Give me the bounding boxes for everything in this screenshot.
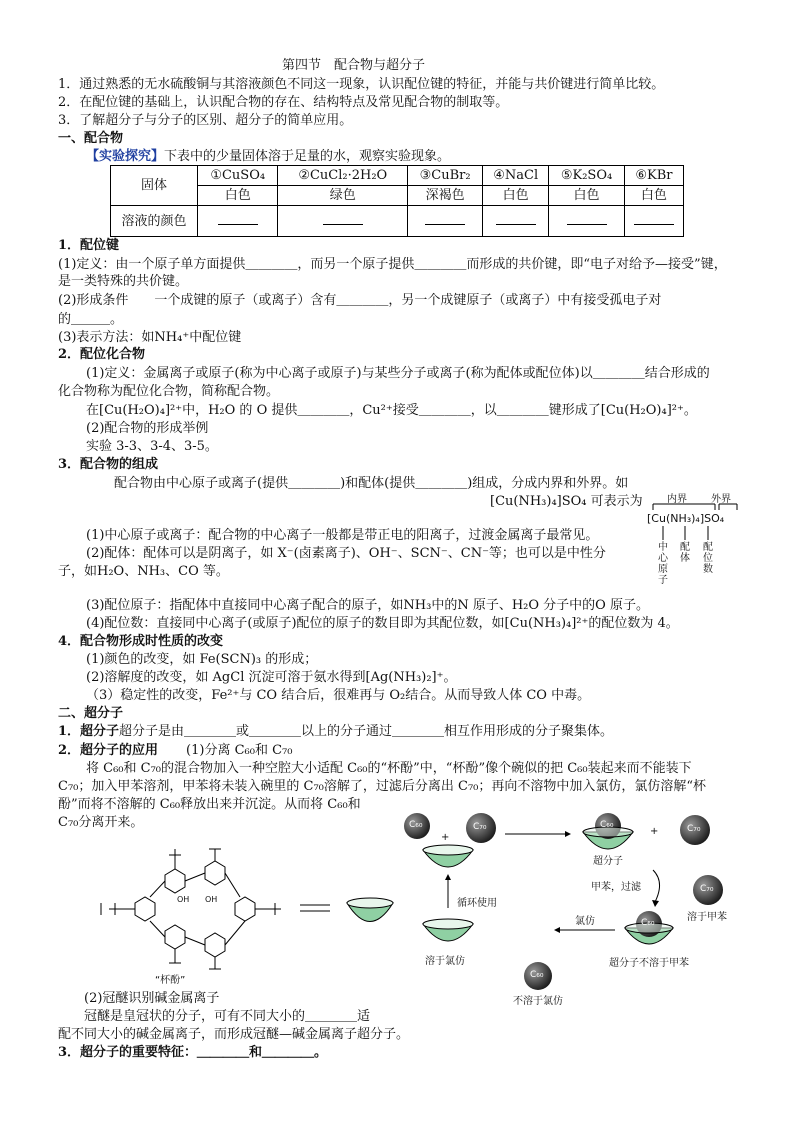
experiment-tag: 【实验探究】 xyxy=(86,149,165,164)
table-cell-color: 深褐色 xyxy=(408,186,483,206)
insoluble-chloroform-label: 不溶于氯仿 xyxy=(513,996,563,1007)
inner-sphere-label: 内界 xyxy=(667,494,687,505)
table-row-label-solution: 溶液的颜色 xyxy=(111,206,198,237)
text-line: 实验 3-3、3-4、3-5。 xyxy=(86,439,218,454)
table-cell-formula: ③CuBr₂ xyxy=(408,166,483,186)
outer-sphere-label: 外界 xyxy=(711,494,731,505)
text-line: 配不同大小的碱金属离子，而形成冠醚—碱金属离子超分子。 xyxy=(58,1027,410,1042)
table-answer-blank[interactable] xyxy=(278,206,408,237)
table-cell-color: 白色 xyxy=(549,186,625,206)
supramolecule-label: 超分子 xyxy=(593,856,623,867)
text-line: 在[Cu(H₂O)₄]²⁺中，H₂O 的 O 提供＿＿＿＿，Cu²⁺接受＿＿＿＿，以＿＿＿＿键形成了[Cu(H₂O)₄]²⁺。 xyxy=(86,403,697,418)
supramolecule-application: 2．超分子的应用 (1)分离 C₆₀和 C₇₀ xyxy=(58,743,293,758)
chloroform-label: 氯仿 xyxy=(575,916,595,927)
table-cell-formula: ①CuSO₄ xyxy=(198,166,278,186)
experiment-table xyxy=(110,165,684,237)
oh-group-label: OH xyxy=(177,895,190,904)
table-cell-formula: ④NaCl xyxy=(483,166,549,186)
insoluble-toluene-label: 超分子不溶于甲苯 xyxy=(609,958,689,969)
table-answer-blank[interactable] xyxy=(549,206,625,237)
table-cell-formula: ⑤K₂SO₄ xyxy=(549,166,625,186)
text-line: (2)配体：配体可以是阴离子，如 X⁻(卤素离子)、OH⁻、SCN⁻、CN⁻等；也可以是中性分 xyxy=(86,546,606,561)
table-cell-color: 绿色 xyxy=(278,186,408,206)
dissolve-chloroform-label: 溶于氯仿 xyxy=(425,956,465,967)
heading-property-change: 4．配合物形成时性质的改变 xyxy=(58,634,224,649)
table-answer-blank[interactable] xyxy=(408,206,483,237)
text-line: (2)配合物的形成举例 xyxy=(86,421,209,436)
goal-3: 3．了解超分子与分子的区别、超分子的简单应用。 xyxy=(58,113,353,128)
experiment-text: 下表中的少量固体溶于足量的水，观察实验现象。 xyxy=(164,149,451,164)
text-line: (2)溶解度的改变，如 AgCl 沉淀可溶于氨水得到[Ag(NH₃)₂]⁺。 xyxy=(86,670,457,685)
calixarene-figure xyxy=(95,845,395,986)
text-line: (3)配位原子：指配体中直接同中心离子配合的原子，如NH₃中的N 原子、H₂O 分子中的O 原子。 xyxy=(86,598,649,613)
c70-ball-label: C₇₀ xyxy=(687,824,701,834)
plus-sign: + xyxy=(650,826,659,837)
page-title: 第四节 配合物与超分子 xyxy=(282,58,426,73)
central-atom-label: 中心原子 xyxy=(658,542,668,586)
text-line: 配合物由中心原子或离子(提供＿＿＿＿)和配体(提供＿＿＿＿)组成，分成内界和外界。如 xyxy=(114,476,629,491)
calixarene-label: “杯酚” xyxy=(155,975,186,986)
text-line: (1)颜色的改变，如 Fe(SCN)₃ 的形成； xyxy=(86,652,318,667)
text-line: (3)表示方法：如NH₄⁺中配位键 xyxy=(58,330,242,345)
text-line: 将 C₆₀和 C₇₀的混合物加入一种空腔大小适配 C₆₀的“杯酚”中，“杯酚”像个碗似的把 C₆₀装起来而不能装下 xyxy=(86,761,692,776)
section-heading-complexes: 一、配合物 xyxy=(58,131,124,146)
text-line: 冠醚是皇冠状的分子，可有不同大小的＿＿＿＿适 xyxy=(84,1009,371,1024)
text-line: （3）稳定性的改变，Fe²⁺与 CO 结合后，很难再与 O₂结合。从而导致人体 CO 中毒。 xyxy=(86,688,591,703)
text-line: (1)定义：由一个原子单方面提供＿＿＿＿，而另一个原子提供＿＿＿＿而形成的共价键，即“电子对给予—接受”键， xyxy=(58,257,727,272)
text-line: 酚”而将不溶解的 C₆₀释放出来并沉淀。从而将 C₆₀和 xyxy=(58,797,361,812)
goal-2: 2．在配位键的基础上，认识配合物的存在、结构特点及常见配合物的制取等。 xyxy=(58,95,509,110)
table-answer-blank[interactable] xyxy=(483,206,549,237)
text-line: (2)形成条件 一个成键的原子（或离子）含有＿＿＿＿，另一个成键原子（或离子）中有接受孤电子对 xyxy=(58,293,662,308)
separation-flow-figure xyxy=(395,812,755,1010)
complex-formula: [Cu(NH₃)₄]SO₄ xyxy=(647,512,725,525)
text-line: 化合物称为配位化合物，简称配合物。 xyxy=(58,384,280,399)
c60-ball-label: C₆₀ xyxy=(641,918,655,928)
c60-ball-label: C₆₀ xyxy=(409,820,423,830)
text-line: 的＿＿＿。 xyxy=(58,312,124,327)
table-cell-formula: ②CuCl₂·2H₂O xyxy=(278,166,408,186)
experiment-intro xyxy=(86,149,450,165)
ligand-label: 配体 xyxy=(680,542,690,564)
goal-1: 1．通过熟悉的无水硫酸铜与其溶液颜色不同这一现象，认识配位键的特征，并能与共价键进行简单比较。 xyxy=(58,77,665,92)
text-line: (4)配位数：直接同中心离子(或原子)配位的原子的数目即为其配位数，如[Cu(NH₃)₄]²⁺的配位数为 4。 xyxy=(86,616,679,631)
table-answer-blank[interactable] xyxy=(624,206,683,237)
coordination-number-label: 配位数 xyxy=(703,542,713,575)
text-line: (2)冠醚识别碱金属离子 xyxy=(84,991,220,1006)
text-line: (1)定义：金属离子或原子(称为中心离子或原子)与某些分子或离子(称为配体或配位体)以＿＿＿＿结合形成的 xyxy=(86,366,710,381)
c60-ball-label: C₆₀ xyxy=(530,970,544,980)
text-line: (1)中心原子或离子：配合物的中心离子一般都是带正电的阳离子，过渡金属离子最常见。 xyxy=(86,528,599,543)
c70-ball-label: C₇₀ xyxy=(700,884,714,894)
table-answer-blank[interactable] xyxy=(198,206,278,237)
c70-ball-label: C₇₀ xyxy=(473,822,487,832)
heading-coordination-compound: 2．配位化合物 xyxy=(58,347,146,362)
complex-structure-diagram xyxy=(645,490,745,600)
table-row-label-solid: 固体 xyxy=(111,166,198,206)
supramolecule-definition: 1．超分子超分子是由＿＿＿＿或＿＿＿＿以上的分子通过＿＿＿＿相互作用形成的分子聚集体。 xyxy=(58,724,614,739)
text-line: 是一类特殊的共价键。 xyxy=(58,274,189,289)
text-line: [Cu(NH₃)₄]SO₄ 可表示为 xyxy=(490,494,643,509)
heading-coordinate-bond: 1．配位键 xyxy=(58,238,120,253)
text-line: C₇₀分离开来。 xyxy=(58,815,144,830)
c60-ball-label: C₆₀ xyxy=(600,820,614,830)
table-cell-color: 白色 xyxy=(483,186,549,206)
table-cell-color: 白色 xyxy=(624,186,683,206)
text-line: C₇₀；加入甲苯溶剂，甲苯将未装入碗里的 C₇₀溶解了，过滤后分离出 C₇₀；再向不溶物中加入氯仿，氯仿溶解“杯 xyxy=(58,779,707,794)
section-heading-supramolecule: 二、超分子 xyxy=(58,706,124,721)
text-line: 子，如H₂O、NH₃、CO 等。 xyxy=(58,564,229,579)
table-cell-color: 白色 xyxy=(198,186,278,206)
supramolecule-features: 3．超分子的重要特征：＿＿＿＿和＿＿＿＿。 xyxy=(58,1045,328,1060)
plus-sign: + xyxy=(441,832,450,843)
table-cell-formula: ⑥KBr xyxy=(624,166,683,186)
recycle-label: 循环使用 xyxy=(457,898,497,909)
oh-group-label: OH xyxy=(205,895,218,904)
heading-complex-composition: 3．配合物的组成 xyxy=(58,457,159,472)
toluene-filter-label: 甲苯，过滤 xyxy=(591,882,641,893)
dissolve-toluene-label: 溶于甲苯 xyxy=(687,912,727,923)
